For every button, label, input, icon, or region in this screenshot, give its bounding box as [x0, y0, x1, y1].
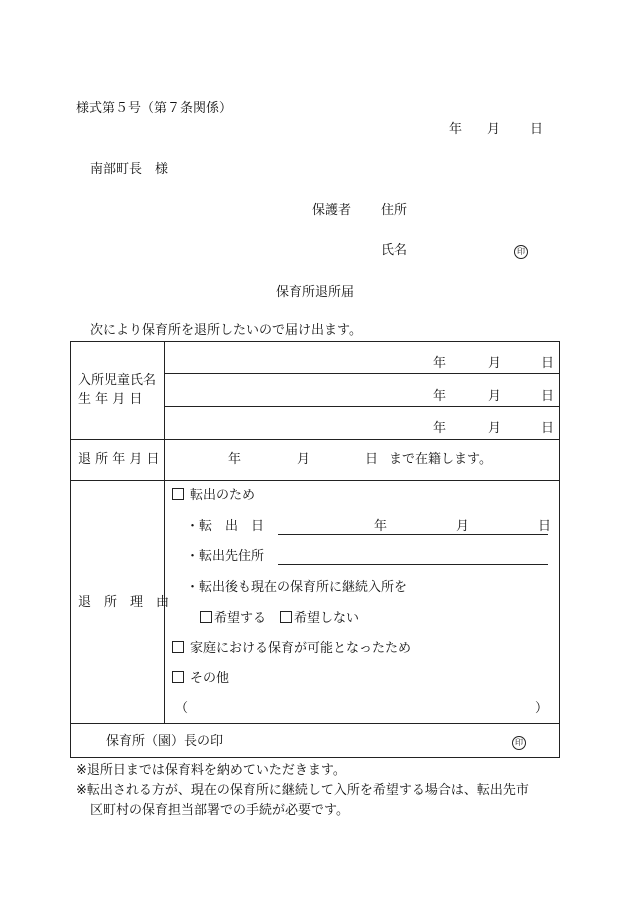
row2-year: 年	[433, 389, 447, 404]
row2-day: 日	[541, 389, 555, 404]
reason-move-option[interactable]	[172, 488, 255, 504]
seal-icon: 印	[514, 245, 528, 259]
row-divider	[165, 373, 560, 374]
row1-month: 月	[488, 356, 502, 371]
row-divider	[70, 480, 560, 481]
row-divider	[165, 406, 560, 407]
checkbox-icon[interactable]	[172, 488, 184, 500]
note-2-line-1: ※転出される方が、現在の保育所に継続して入所を希望する場合は、転出先市	[76, 783, 529, 798]
guardian-seal	[514, 243, 528, 259]
reason-label: 退 所 理 由	[78, 595, 170, 610]
checkbox-icon[interactable]	[200, 611, 212, 623]
checkbox-icon[interactable]	[280, 611, 292, 623]
reason-home-text: 家庭における保育が可能となったため	[190, 641, 412, 656]
form-number: 様式第５号（第７条関係）	[76, 101, 233, 116]
checkbox-icon[interactable]	[172, 671, 184, 683]
date-month-label: 月	[487, 122, 501, 137]
guardian-label: 保護者	[312, 203, 352, 218]
seal-icon: 印	[512, 736, 526, 750]
column-divider	[164, 341, 165, 723]
withdrawal-date-label: 退 所 年 月 日	[78, 452, 160, 467]
reason-move-text: 転出のため	[190, 488, 256, 503]
no-wish-text: 希望しない	[294, 611, 360, 626]
move-day: 日	[538, 519, 552, 534]
move-address-line[interactable]	[278, 564, 548, 565]
row2-month: 月	[488, 389, 502, 404]
row-divider	[70, 439, 560, 440]
form-title: 保育所退所届	[276, 285, 355, 300]
director-seal	[512, 734, 526, 750]
row3-day: 日	[541, 421, 555, 436]
row1-day: 日	[541, 356, 555, 371]
director-seal-label: 保育所（園）長の印	[106, 734, 224, 749]
date-day-label: 日	[530, 122, 544, 137]
note-1: ※退所日までは保育料を納めていただきます。	[76, 763, 346, 778]
note-2-line-2: 区町村の保育担当部署での手続が必要です。	[90, 803, 349, 818]
move-month: 月	[456, 519, 470, 534]
move-date-line[interactable]	[278, 534, 548, 535]
reason-other-option[interactable]	[172, 671, 229, 687]
withdrawal-year: 年	[228, 452, 242, 467]
addressee: 南部町長 様	[90, 162, 169, 177]
address-label: 住所	[381, 203, 408, 218]
row-divider	[70, 723, 560, 724]
no-wish-option[interactable]	[280, 611, 359, 627]
wish-text: 希望する	[214, 611, 267, 626]
withdrawal-suffix: まで在籍します。	[389, 452, 492, 467]
row3-month: 月	[488, 421, 502, 436]
continue-label: ・転出後も現在の保育所に継続入所を	[186, 580, 408, 595]
birth-date-label: 生 年 月 日	[78, 392, 143, 407]
withdrawal-day: 日	[365, 452, 379, 467]
intro-text: 次により保育所を退所したいので届け出ます。	[90, 323, 362, 338]
child-name-label: 入所児童氏名	[78, 373, 157, 388]
withdrawal-month: 月	[297, 452, 311, 467]
form-table	[70, 341, 560, 758]
row1-year: 年	[433, 356, 447, 371]
reason-other-text: その他	[190, 671, 230, 686]
reason-home-option[interactable]	[172, 641, 411, 657]
wish-option[interactable]	[200, 611, 266, 627]
move-date-label: ・転 出 日	[186, 519, 265, 534]
paren-close: ）	[535, 701, 549, 716]
row3-year: 年	[433, 421, 447, 436]
paren-open: （	[175, 701, 189, 716]
move-address-label: ・転出先住所	[186, 549, 265, 564]
date-year-label: 年	[449, 122, 463, 137]
name-label: 氏名	[381, 243, 408, 258]
move-year: 年	[374, 519, 388, 534]
checkbox-icon[interactable]	[172, 641, 184, 653]
